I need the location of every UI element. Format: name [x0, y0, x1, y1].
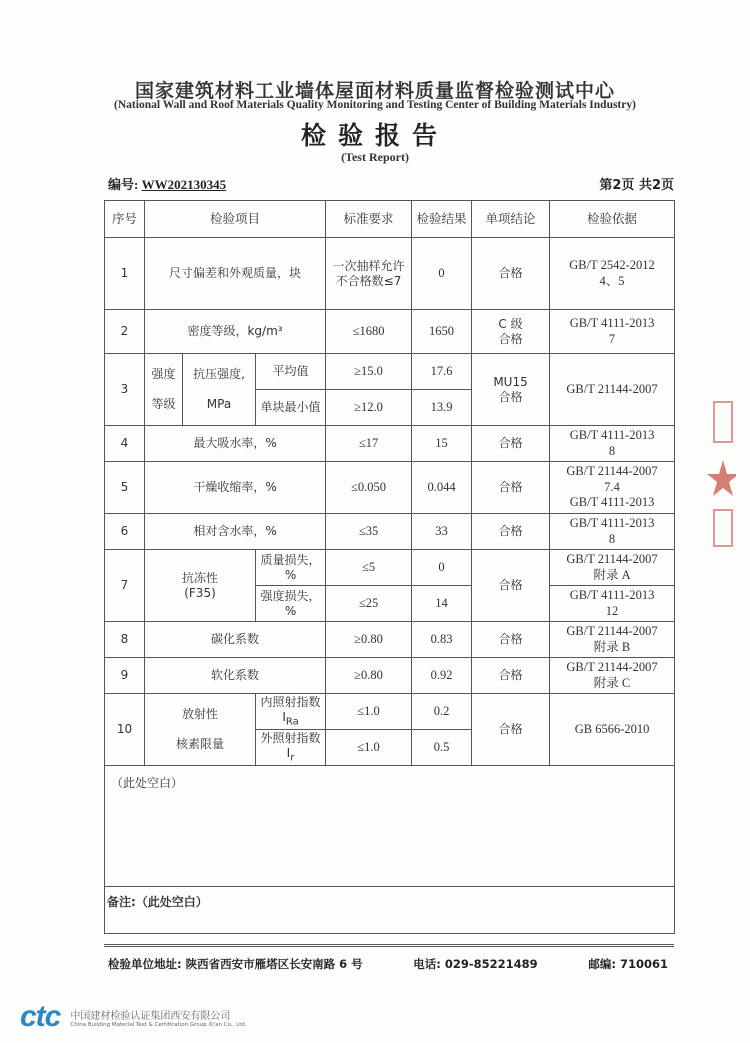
- row-requirement: ≥0.80: [326, 658, 412, 694]
- header-requirement: 标准要求: [326, 201, 412, 238]
- row-requirement: 一次抽样允许 不合格数≤7: [326, 238, 412, 310]
- serial-number: [108, 174, 226, 193]
- row-group: 抗冻性 (F35): [145, 550, 256, 622]
- table-row: [105, 426, 675, 462]
- blank-notice: （此处空白）: [105, 766, 675, 887]
- table-header-row: [105, 201, 675, 238]
- report-title-en: (Test Report): [341, 150, 409, 164]
- row-result: 0.2: [412, 694, 472, 730]
- serial-label: 编号:: [108, 177, 139, 192]
- row-result: 13.9: [412, 390, 472, 426]
- red-seal-icon: [706, 400, 736, 550]
- test-results-table: [104, 200, 675, 934]
- row-subitem: 平均值: [256, 354, 326, 390]
- row-conclusion: 合格: [472, 550, 550, 622]
- blank-row: [105, 766, 675, 887]
- row-basis: GB/T 21144-2007 7.4 GB/T 4111-2013: [550, 462, 675, 514]
- row-no: 9: [105, 658, 145, 694]
- serial-value: WW202130345: [141, 177, 227, 192]
- org-name-en: (National Wall and Roof Materials Quality Monitoring and Testing Center of Building Materials Industry): [114, 99, 636, 111]
- header-conclusion: 单项结论: [472, 201, 550, 238]
- row-subitem: 质量损失，%: [256, 550, 326, 586]
- row-result: 0: [412, 550, 472, 586]
- row-basis: GB/T 4111-2013 12: [550, 586, 675, 622]
- table-row: [105, 462, 675, 514]
- row-no: 10: [105, 694, 145, 766]
- ctc-logo-icon: ctc: [20, 1000, 61, 1033]
- page-info: 第2页 共2页: [599, 178, 674, 193]
- table-row: [105, 354, 675, 390]
- row-item: 干燥收缩率，%: [145, 462, 326, 514]
- row-requirement: ≤35: [326, 514, 412, 550]
- row-requirement: ≤0.050: [326, 462, 412, 514]
- row-requirement: ≤1.0: [326, 730, 412, 766]
- row-result: 14: [412, 586, 472, 622]
- footer-address: 检验单位地址: 陕西省西安市雁塔区长安南路 6 号: [108, 957, 363, 971]
- row-conclusion: 合格: [472, 426, 550, 462]
- row-no: 2: [105, 310, 145, 354]
- company-name: [70, 1007, 246, 1028]
- table-row: [105, 238, 675, 310]
- header-no: 序号: [105, 201, 145, 238]
- row-no: 3: [105, 354, 145, 426]
- row-subitem: 内照射指数 $I_{Ra}$: [256, 694, 326, 730]
- org-name-zh: 国家建筑材料工业墙体屋面材料质量监督检验测试中心: [134, 80, 615, 102]
- row-item: 尺寸偏差和外观质量，块: [145, 238, 326, 310]
- row-no: 4: [105, 426, 145, 462]
- row-requirement: ≤1680: [326, 310, 412, 354]
- row-item: 相对含水率，%: [145, 514, 326, 550]
- footer: [108, 956, 668, 972]
- row-conclusion: 合格: [472, 694, 550, 766]
- row-basis: GB/T 4111-2013 8: [550, 426, 675, 462]
- row-basis: GB/T 21144-2007 附录 C: [550, 658, 675, 694]
- row-conclusion: 合格: [472, 462, 550, 514]
- company-name-en: China Building Material Test & Certification Group Xi'an Co., Ltd.: [70, 1021, 247, 1028]
- footer-postcode: 邮编: 710061: [588, 957, 668, 971]
- company-logo: [20, 1000, 247, 1034]
- table-row: [105, 658, 675, 694]
- row-conclusion: 合格: [472, 622, 550, 658]
- header-result: 检验结果: [412, 201, 472, 238]
- row-result: 0.92: [412, 658, 472, 694]
- row-subitem: 强度损失，%: [256, 586, 326, 622]
- row-no: 5: [105, 462, 145, 514]
- row-requirement: ≥15.0: [326, 354, 412, 390]
- table-row: [105, 694, 675, 730]
- row-conclusion: MU15 合格: [472, 354, 550, 426]
- table-row: [105, 622, 675, 658]
- row-no: 8: [105, 622, 145, 658]
- row-item: 软化系数: [145, 658, 326, 694]
- row-basis: GB/T 21144-2007 附录 B: [550, 622, 675, 658]
- row-basis: GB/T 21144-2007 附录 A: [550, 550, 675, 586]
- row-basis: GB/T 21144-2007: [550, 354, 675, 426]
- row-no: 1: [105, 238, 145, 310]
- footer-phone: 电话: 029-85221489: [413, 957, 538, 971]
- table-row: [105, 310, 675, 354]
- row-subitem: 外照射指数 $I_r$: [256, 730, 326, 766]
- company-name-zh: 中国建材检验认证集团西安有限公司: [70, 1010, 231, 1022]
- row-result: 33: [412, 514, 472, 550]
- row-item: 密度等级，kg/m³: [145, 310, 326, 354]
- row-requirement: ≤25: [326, 586, 412, 622]
- row-result: 0.5: [412, 730, 472, 766]
- row-conclusion: 合格: [472, 238, 550, 310]
- table-row: [105, 550, 675, 586]
- footer-divider: [104, 944, 674, 947]
- header-basis: 检验依据: [550, 201, 675, 238]
- row-result: 0: [412, 238, 472, 310]
- row-result: 15: [412, 426, 472, 462]
- header-item: 检验项目: [145, 201, 326, 238]
- row-group: 放射性 核素限量: [145, 694, 256, 766]
- row-requirement: ≤17: [326, 426, 412, 462]
- row-requirement: ≥12.0: [326, 390, 412, 426]
- row-subitem: 单块最小值: [256, 390, 326, 426]
- row-conclusion: C 级 合格: [472, 310, 550, 354]
- row-result: 0.83: [412, 622, 472, 658]
- remark: 备注:（此处空白）: [105, 887, 675, 934]
- row-basis: GB 6566-2010: [550, 694, 675, 766]
- row-item: 碳化系数: [145, 622, 326, 658]
- row-basis: GB/T 4111-2013 8: [550, 514, 675, 550]
- row-no: 6: [105, 514, 145, 550]
- row-result: 17.6: [412, 354, 472, 390]
- row-subgroup: 抗压强度, MPa: [183, 354, 256, 426]
- row-result: 0.044: [412, 462, 472, 514]
- remark-row: [105, 887, 675, 934]
- row-no: 7: [105, 550, 145, 622]
- row-basis: GB/T 4111-2013 7: [550, 310, 675, 354]
- row-requirement: ≥0.80: [326, 622, 412, 658]
- row-item: 最大吸水率，%: [145, 426, 326, 462]
- row-requirement: ≤5: [326, 550, 412, 586]
- row-group: 强度 等级: [145, 354, 183, 426]
- row-conclusion: 合格: [472, 658, 550, 694]
- row-basis: GB/T 2542-2012 4、5: [550, 238, 675, 310]
- row-requirement: ≤1.0: [326, 694, 412, 730]
- report-title-zh: 检验报告: [300, 121, 449, 150]
- row-conclusion: 合格: [472, 514, 550, 550]
- table-row: [105, 514, 675, 550]
- row-result: 1650: [412, 310, 472, 354]
